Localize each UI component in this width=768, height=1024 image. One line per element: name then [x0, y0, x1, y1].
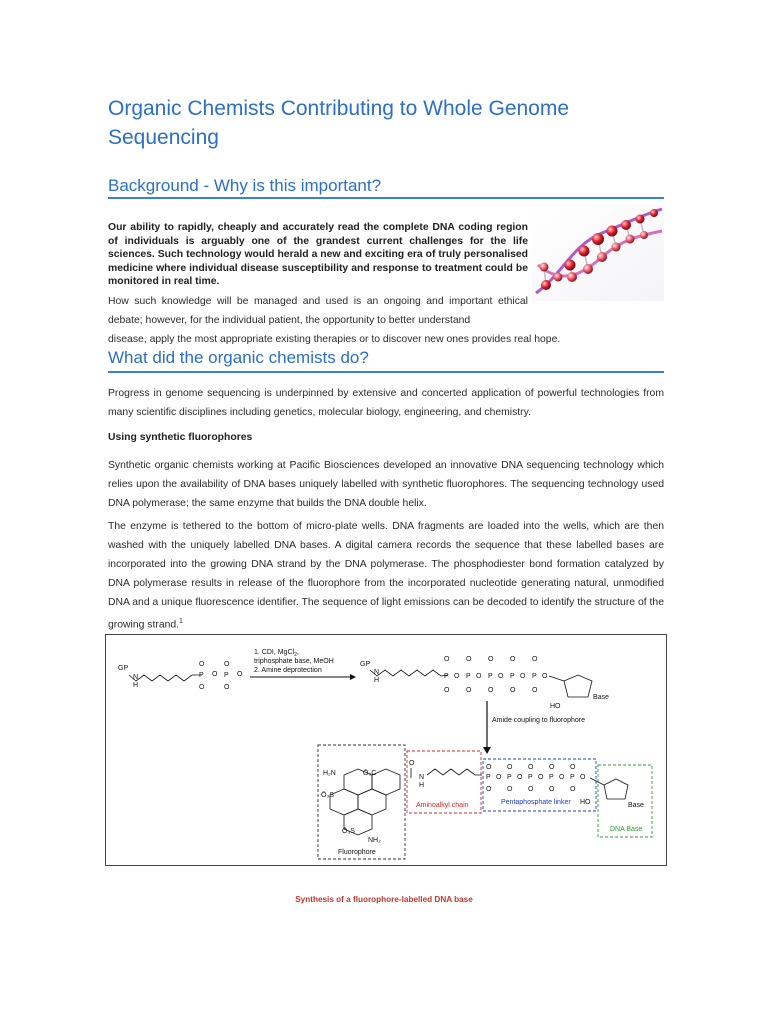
svg-text:O: O — [212, 671, 218, 678]
svg-text:O: O — [517, 774, 523, 781]
svg-text:P: P — [528, 774, 533, 781]
svg-text:O: O — [570, 786, 576, 793]
svg-text:Base: Base — [628, 802, 644, 809]
svg-text:HO: HO — [580, 799, 591, 806]
svg-text:O: O — [454, 673, 460, 680]
svg-text:O: O — [559, 774, 565, 781]
dna-helix-image — [532, 205, 664, 301]
svg-text:O: O — [549, 786, 555, 793]
svg-text:N: N — [374, 669, 380, 676]
ethics-paragraph-end: disease, apply the most appropriate existing therapies or to discover new ones provides real hope. — [108, 334, 561, 345]
svg-text:O: O — [488, 656, 494, 663]
svg-text:O: O — [507, 786, 513, 793]
svg-text:O: O — [510, 687, 516, 694]
gp-label: GP — [118, 665, 129, 672]
section-heading-chemists: What did the organic chemists do? — [108, 348, 369, 367]
svg-text:P: P — [488, 673, 493, 680]
conditions-line2: triphosphate base, MeOH — [254, 658, 334, 665]
svg-text:H₂N: H₂N — [323, 770, 336, 777]
svg-text:O: O — [580, 774, 586, 781]
svg-text:O: O — [409, 760, 415, 767]
svg-text:P: P — [510, 673, 515, 680]
page-title: Organic Chemists Contributing to Whole Genome Sequencing — [108, 97, 570, 149]
lead-paragraph: Our ability to rapidly, cheaply and accurately read the complete DNA coding region of individuals is arguably one of the grandest current challenges for the life sciences. Such technology would herald a new and exciting era of truly personalised medicine where individual disease susceptibility and response to treatment could be monitored in real time. — [108, 222, 528, 288]
svg-text:O: O — [532, 687, 538, 694]
svg-text:Ō₃S: Ō₃S — [342, 828, 355, 835]
svg-text:O: O — [199, 684, 205, 691]
aminoalkyl-label: Aminoalkyl chain — [416, 802, 469, 809]
subheading-fluorophores: Using synthetic fluorophores — [108, 432, 253, 443]
footnote-marker: 1 — [179, 618, 183, 625]
svg-text:O: O — [528, 786, 534, 793]
conditions-line1: 1. CDI, MgCl$_2$, — [254, 649, 299, 658]
svg-text:P: P — [570, 774, 575, 781]
svg-text:O: O — [476, 673, 482, 680]
pentaphosphate-label: Pentaphosphate linker — [501, 799, 571, 806]
svg-text:O: O — [498, 673, 504, 680]
svg-text:O: O — [237, 671, 243, 678]
ethics-paragraph: How such knowledge will be managed and used is an ongoing and important ethical debate; however, for the individual patient, the opportunity to better understand — [108, 296, 528, 326]
svg-text:O: O — [520, 673, 526, 680]
svg-text:O: O — [570, 764, 576, 771]
svg-text:O: O — [444, 656, 450, 663]
section-divider — [108, 197, 664, 199]
svg-text:NH₂: NH₂ — [368, 837, 381, 844]
svg-text:P: P — [486, 774, 491, 781]
svg-text:H: H — [374, 677, 380, 684]
svg-text:P: P — [466, 673, 471, 680]
fluorophore-label: Fluorophore — [338, 849, 376, 856]
fluorophore-paragraph: Synthetic organic chemists working at Pacific Biosciences developed an innovative DNA sequencing technology which relies upon the availability of DNA bases uniquely labelled with synthetic fluorophores. The sequencing technology used DNA polymerase; the same enzyme that builds the DNA double helix. — [108, 460, 664, 509]
svg-text:P: P — [549, 774, 554, 781]
svg-text:O: O — [549, 764, 555, 771]
svg-text:O: O — [542, 673, 548, 680]
svg-text:O: O — [507, 764, 513, 771]
section-heading-background: Background - Why is this important? — [108, 176, 382, 195]
svg-text:O: O — [444, 687, 450, 694]
svg-text:O: O — [466, 687, 472, 694]
svg-text:Base: Base — [593, 694, 609, 701]
svg-text:Ō₃S: Ō₃S — [321, 792, 334, 799]
svg-text:N: N — [419, 774, 425, 781]
svg-text:O: O — [510, 656, 516, 663]
svg-text:O: O — [199, 661, 205, 668]
svg-text:P: P — [444, 673, 449, 680]
svg-text:O: O — [488, 687, 494, 694]
svg-text:O: O — [224, 684, 230, 691]
n-label: N — [133, 674, 139, 681]
enzyme-paragraph: The enzyme is tethered to the bottom of micro-plate wells. DNA fragments are loaded into the wells, which are then washed with the uniquely labelled DNA bases. A digital camera records the sequence that these labelled bases are incorporated into the growing DNA strand by the DNA polymerase. The phosphodiester bond formation catalyzed by DNA polymerase results in release of the fluorophore from the incorporated nucleotide generating natural, unmodified DNA and a unique fluorescence identifier. The sequence of light emissions can be decoded to identify the structure of the growing strand.$^1$ — [108, 521, 664, 631]
svg-text:O: O — [528, 764, 534, 771]
svg-text:O: O — [538, 774, 544, 781]
svg-text:H: H — [419, 782, 425, 789]
conditions-line3: 2. Amine deprotection — [254, 667, 322, 674]
svg-text:O: O — [532, 656, 538, 663]
reaction-scheme-svg — [106, 635, 666, 865]
reaction-scheme-figure — [105, 634, 667, 866]
dna-base-label: DNA Base — [610, 826, 643, 833]
svg-text:O: O — [224, 661, 230, 668]
svg-text:O: O — [496, 774, 502, 781]
svg-text:P: P — [199, 672, 204, 679]
intro-paragraph: Progress in genome sequencing is underpinned by extensive and concerted application of powerful technologies from many scientific disciplines including genetics, molecular biology, engineering, and chemistry. — [108, 388, 664, 418]
h-label: H — [133, 682, 139, 689]
svg-text:P: P — [224, 672, 229, 679]
fluorophore-box — [318, 745, 405, 859]
svg-text:P: P — [532, 673, 537, 680]
figure-caption: Synthesis of a fluorophore-labelled DNA base — [295, 895, 473, 904]
svg-text:P: P — [507, 774, 512, 781]
svg-text:HO: HO — [550, 703, 561, 710]
svg-text:O: O — [466, 656, 472, 663]
amide-coupling-label: Amide coupling to fluorophore — [492, 717, 586, 724]
section-divider — [108, 371, 664, 373]
svg-text:O: O — [486, 764, 492, 771]
svg-text:O: O — [486, 786, 492, 793]
svg-text:Ō₃C: Ō₃C — [363, 770, 377, 777]
svg-text:GP: GP — [360, 661, 371, 668]
